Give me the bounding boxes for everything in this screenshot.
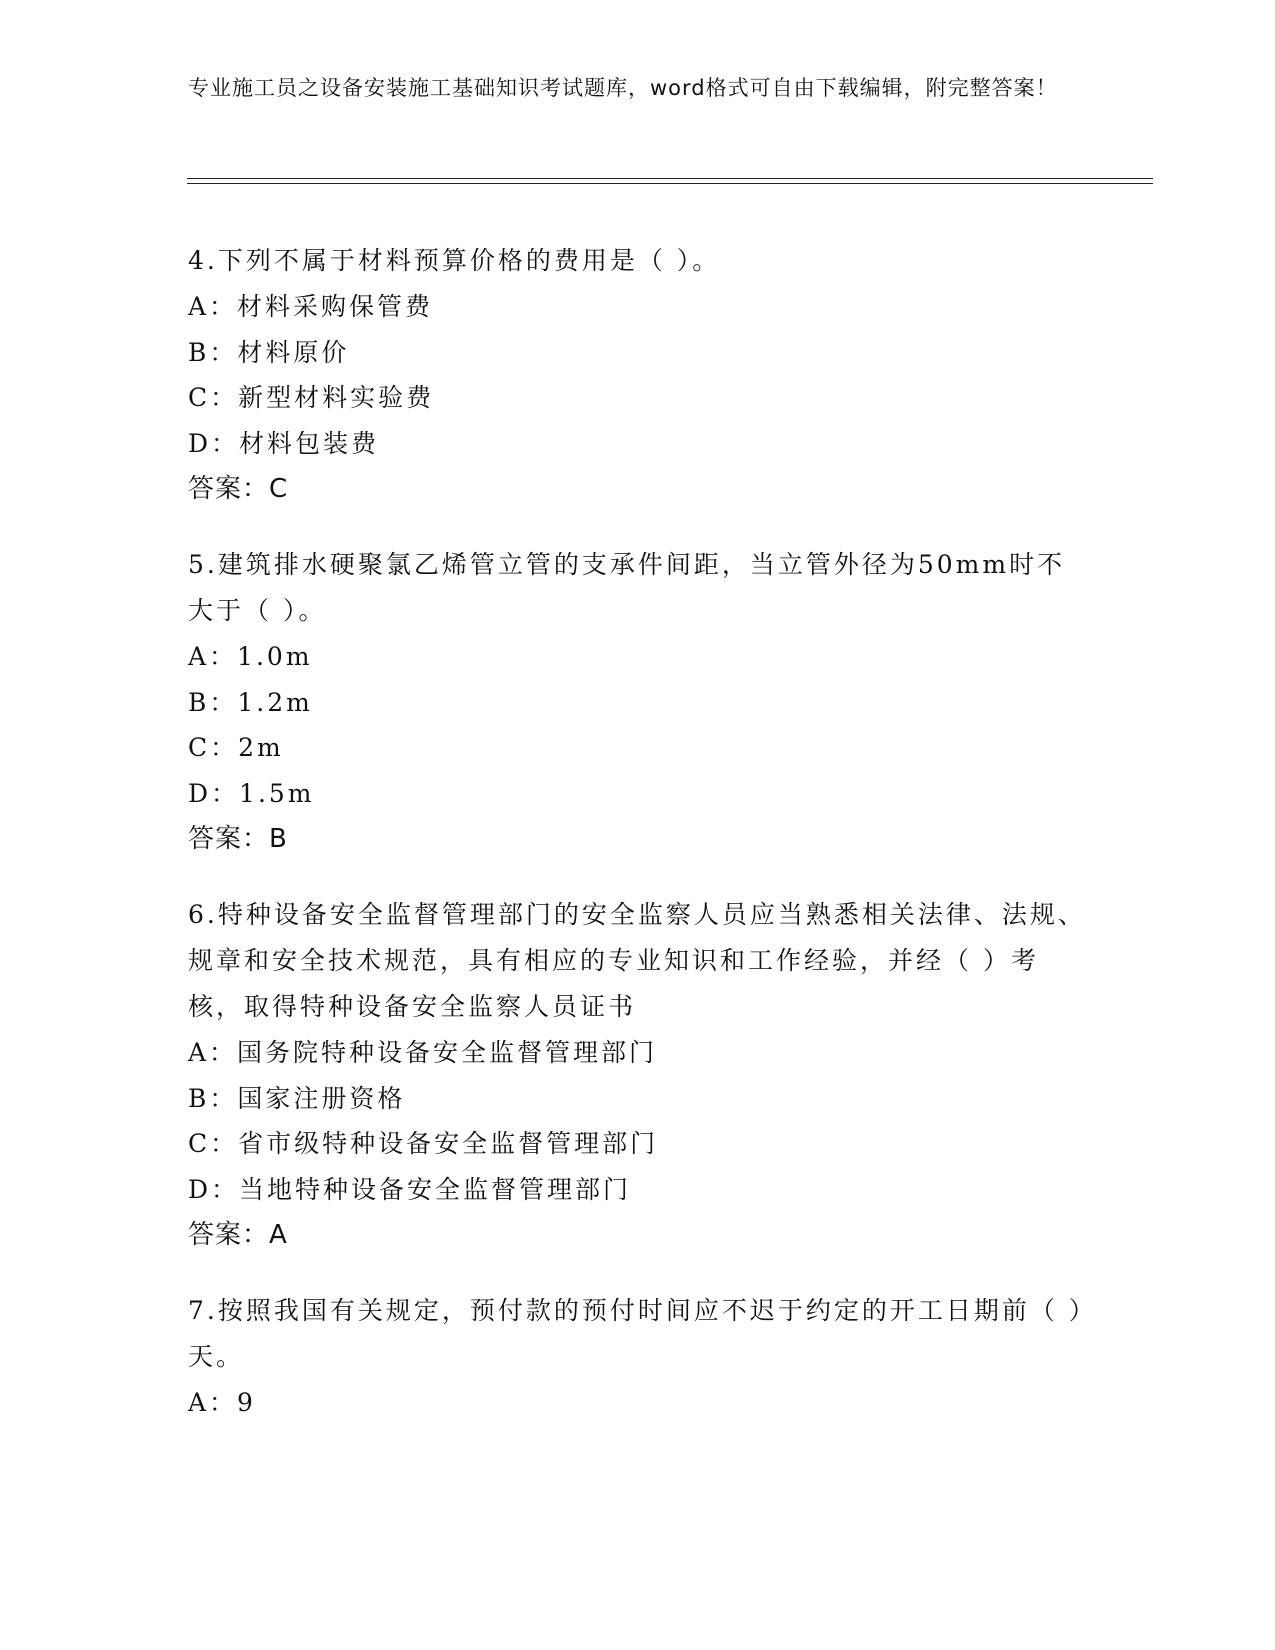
- question-stem: 7.按照我国有关规定，预付款的预付时间应不迟于约定的开工日期前（ ）天。: [188, 1296, 1085, 1371]
- header-divider-top: [187, 178, 1153, 179]
- question-6: [188, 892, 1088, 1258]
- answer: 答案：B: [188, 824, 288, 854]
- answer: 答案：A: [188, 1220, 288, 1250]
- question-7: [188, 1288, 1088, 1426]
- option-c: C：省市级特种设备安全监督管理部门: [188, 1129, 659, 1158]
- option-b: B：材料原价: [188, 337, 350, 367]
- question-stem: 6.特种设备安全监督管理部门的安全监察人员应当熟悉相关法律、法规、规章和安全技术规范，具有相应的专业知识和工作经验，并经（ ）考核，取得特种设备安全监察人员证书: [188, 900, 1086, 1021]
- option-a: A：国务院特种设备安全监督管理部门: [188, 1038, 658, 1067]
- question-5: [188, 542, 1088, 862]
- option-b: B：国家注册资格: [188, 1083, 406, 1113]
- answer: 答案：C: [188, 474, 289, 504]
- option-d: D：当地特种设备安全监督管理部门: [188, 1174, 632, 1204]
- question-stem: 5.建筑排水硬聚氯乙烯管立管的支承件间距，当立管外径为50mm时不大于（ ）。: [188, 550, 1066, 625]
- option-d: D：1.5m: [188, 778, 315, 808]
- question-list: [188, 238, 1088, 1456]
- option-a: A：材料采购保管费: [188, 292, 434, 321]
- header-divider-bottom: [187, 183, 1153, 184]
- option-c: C：新型材料实验费: [188, 383, 435, 412]
- option-a: A：9: [188, 1388, 256, 1417]
- option-a: A：1.0m: [188, 642, 313, 671]
- option-d: D：材料包装费: [188, 428, 380, 458]
- document-header: 专业施工员之设备安装施工基础知识考试题库，word格式可自由下载编辑，附完整答案！: [188, 76, 1058, 100]
- question-stem: 4.下列不属于材料预算价格的费用是（ ）。: [188, 246, 721, 275]
- option-c: C：2m: [188, 733, 284, 762]
- option-b: B：1.2m: [188, 687, 313, 717]
- question-4: [188, 238, 1088, 512]
